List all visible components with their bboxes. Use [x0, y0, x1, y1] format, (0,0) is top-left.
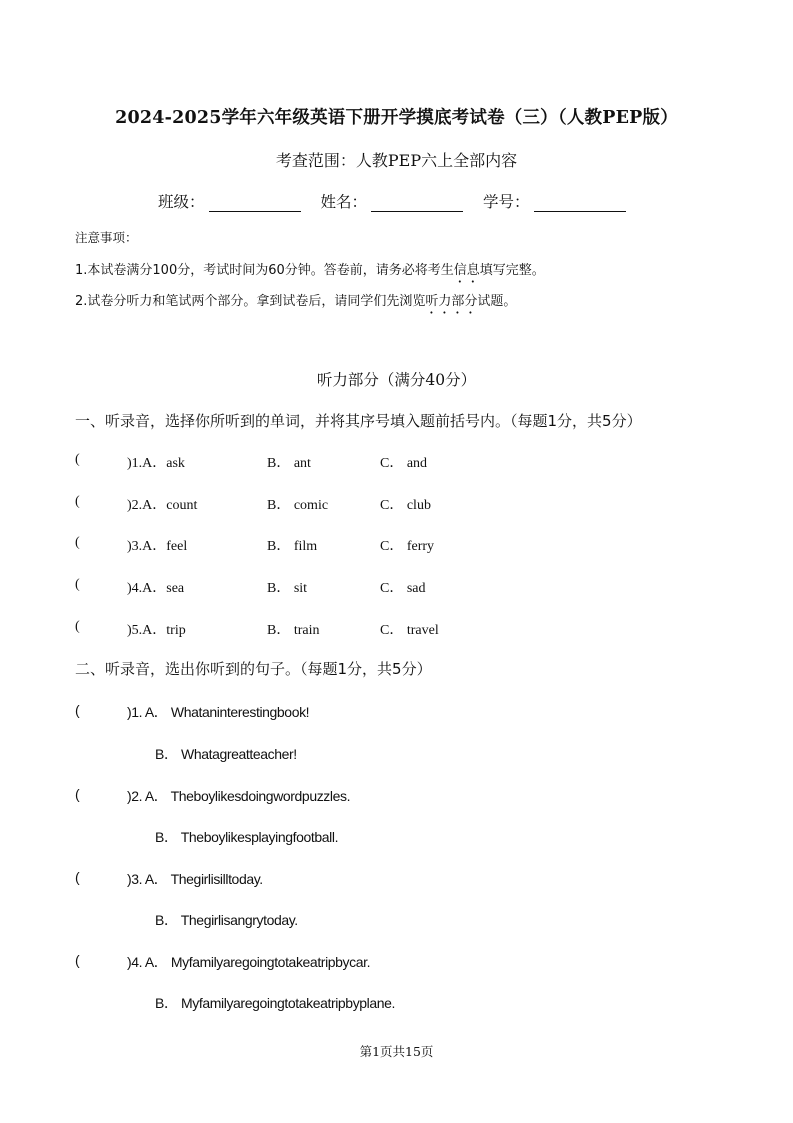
- page-number: 第1页共15页: [359, 1044, 434, 1059]
- student-id-label: 学号：: [483, 193, 530, 211]
- note-1-emphasis: 信息: [453, 263, 480, 278]
- option-b: B． Theboylikesplayingfootball.: [155, 829, 339, 845]
- option-c: C． sad: [380, 581, 426, 596]
- sentence-question-3: [75, 869, 755, 889]
- word-question-5: [75, 619, 755, 639]
- exam-scope: 考查范围：人教PEP六上全部内容: [275, 151, 518, 170]
- option-b: B． ant: [267, 456, 311, 471]
- sentence-question-2-b: [75, 827, 755, 847]
- answer-bracket[interactable]: (: [75, 577, 80, 592]
- option-a: )1.A．ask: [127, 456, 185, 471]
- note-item-2: [75, 290, 516, 317]
- note-item-1: [75, 259, 545, 286]
- answer-bracket[interactable]: (: [75, 952, 80, 968]
- option-a: )3. A． Thegirlisilltoday.: [127, 871, 263, 887]
- option-b: B． film: [267, 539, 318, 554]
- option-b: B． train: [267, 623, 320, 638]
- part1-heading: 一、听录音，选择你所听到的单词，并将其序号填入题前括号内。（每题1分，共5分）: [75, 412, 642, 430]
- sentence-question-4-b: [75, 993, 755, 1013]
- answer-bracket[interactable]: (: [75, 535, 80, 550]
- option-b: B． sit: [267, 581, 308, 596]
- word-question-1: [75, 452, 755, 472]
- option-a: )4.A．sea: [127, 581, 185, 596]
- option-a: )4. A． Myfamilyaregoingtotakeatripbycar.: [127, 954, 371, 970]
- class-field: [158, 190, 301, 212]
- sentence-question-1: [75, 702, 755, 722]
- student-id-blank[interactable]: [534, 194, 626, 212]
- name-field: [321, 190, 464, 212]
- word-question-2: [75, 494, 755, 514]
- word-question-3: [75, 535, 755, 555]
- sentence-question-3-b: [75, 910, 755, 930]
- option-a: )2. A． Theboylikesdoingwordpuzzles.: [127, 788, 351, 804]
- option-c: C． club: [380, 498, 431, 513]
- option-a: )2.A．count: [127, 498, 198, 513]
- class-blank[interactable]: [209, 194, 301, 212]
- option-a: )3.A．feel: [127, 539, 188, 554]
- option-b: B． Myfamilyaregoingtotakeatripbyplane.: [155, 995, 396, 1011]
- option-c: C． travel: [380, 623, 439, 638]
- note-2-emphasis: 听力部分: [425, 294, 478, 309]
- name-blank[interactable]: [371, 194, 463, 212]
- note-2-text-a: 2.试卷分听力和笔试两个部分。拿到试卷后，请同学们先浏览: [75, 294, 426, 309]
- option-a: )1. A． Whataninterestingbook!: [127, 704, 310, 720]
- option-c: C． ferry: [380, 539, 435, 554]
- sentence-question-2: [75, 786, 755, 806]
- note-2-text-c: 试题。: [477, 294, 517, 309]
- note-1-text-a: 1.本试卷满分100分，考试时间为60分钟。答卷前，请务必将考生: [75, 263, 454, 278]
- option-b: B． comic: [267, 498, 329, 513]
- answer-bracket[interactable]: (: [75, 452, 80, 467]
- option-c: C． and: [380, 456, 428, 471]
- answer-bracket[interactable]: (: [75, 869, 80, 885]
- option-a: )5.A．trip: [127, 623, 186, 638]
- option-b: B． Whatagreatteacher!: [155, 746, 297, 762]
- part2-heading: 二、听录音，选出你听到的句子。（每题1分，共5分）: [75, 660, 432, 678]
- class-label: 班级：: [158, 193, 205, 211]
- name-label: 姓名：: [320, 193, 368, 211]
- student-info-row: [158, 190, 646, 212]
- answer-bracket[interactable]: (: [75, 786, 80, 802]
- listening-section-title: 听力部分（满分40分）: [316, 371, 477, 389]
- answer-bracket[interactable]: (: [75, 702, 80, 718]
- exam-title: 2024-2025学年六年级英语下册开学摸底考试卷（三）（人教PEP版）: [115, 108, 678, 128]
- sentence-question-1-b: [75, 744, 755, 764]
- answer-bracket[interactable]: (: [75, 619, 80, 634]
- option-b: B． Thegirlisangrytoday.: [155, 912, 298, 928]
- notes-heading: 注意事项：: [75, 230, 138, 245]
- word-question-4: [75, 577, 755, 597]
- answer-bracket[interactable]: (: [75, 494, 80, 509]
- note-1-text-c: 填写完整。: [479, 263, 545, 278]
- student-id-field: [483, 190, 626, 212]
- sentence-question-4: [75, 952, 755, 972]
